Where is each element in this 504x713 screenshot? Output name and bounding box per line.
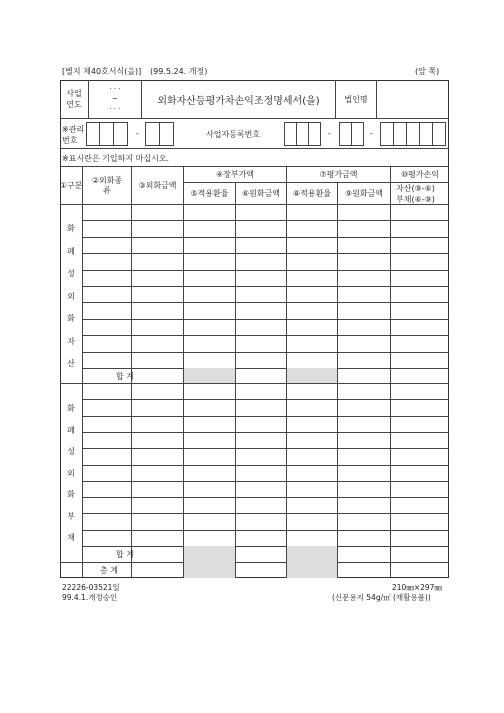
footer-paper: (신문용지 54g/㎡ (재활용품)) — [332, 593, 431, 602]
row-divider — [82, 335, 449, 336]
shaded-cell — [184, 368, 235, 383]
col-book-krw-header: ⑥원화금액 — [241, 189, 281, 198]
col-foreign-amount-header: ③외화금액 — [138, 181, 177, 190]
col-valuation-header: ⑦평가금액 — [319, 170, 358, 179]
row-divider — [82, 319, 449, 320]
biz-reg-box[interactable] — [351, 122, 364, 146]
col-valuation-krw-header: ⑨원화금액 — [344, 189, 384, 198]
row-divider — [82, 465, 449, 466]
assets-category-char: 화 — [67, 224, 75, 233]
biz-reg-box[interactable] — [393, 122, 407, 146]
assets-category-char: 성 — [67, 269, 75, 278]
biz-reg-box[interactable] — [432, 122, 446, 146]
row-divider — [82, 513, 449, 514]
shaded-cell — [287, 546, 337, 562]
footer-code: 22226-03521일 — [62, 583, 120, 592]
col-gain-loss-header: ⑩평가손익 — [400, 170, 440, 179]
row-divider — [82, 432, 449, 433]
col-book-value-header: ④장부가액 — [215, 170, 255, 179]
row-divider — [82, 270, 449, 271]
footer-size: 210㎜×297㎜ — [392, 583, 442, 592]
biz-reg-box[interactable] — [308, 122, 321, 146]
biz-reg-box[interactable] — [406, 122, 420, 146]
liabilities-category-char: 폐 — [67, 425, 75, 435]
row-divider — [82, 399, 449, 400]
liabilities-subtotal-label: 합 계 — [116, 550, 134, 559]
business-year-label: 사업 연도 — [66, 89, 82, 109]
form-title: 외화자산등평가차손익조정명세서(을) — [157, 95, 320, 107]
biz-reg-dash: - — [370, 129, 373, 138]
col-valuation-rate-header: ⑧적용환율 — [292, 189, 332, 198]
liabilities-category-char: 부 — [67, 511, 75, 521]
row-divider — [82, 237, 449, 238]
biz-reg-box[interactable] — [380, 122, 394, 146]
col-book-rate-header: ⑤적용환율 — [190, 189, 229, 198]
mgmt-number-box[interactable] — [159, 122, 174, 146]
shaded-cell — [287, 562, 337, 578]
mgmt-number-dash: - — [136, 129, 139, 138]
liabilities-category-char: 화 — [67, 490, 75, 499]
liabilities-category-char: 채 — [67, 533, 75, 542]
mgmt-number-label: ※관리 번호 — [62, 125, 85, 145]
row-divider — [82, 546, 449, 547]
row-divider — [60, 562, 449, 563]
shaded-cell — [287, 368, 337, 383]
row-divider — [82, 253, 449, 254]
mgmt-number-box[interactable] — [145, 122, 160, 146]
mgmt-number-box[interactable] — [86, 122, 100, 146]
grand-total-label: 총 계 — [100, 566, 118, 575]
row-divider — [82, 530, 449, 531]
row-divider — [82, 368, 449, 369]
assets-category-char: 화 — [67, 314, 75, 323]
shaded-cell — [184, 562, 235, 578]
corp-name-label: 법인명 — [344, 94, 368, 104]
col-category-header: ①구분 — [59, 181, 83, 190]
row-divider — [82, 448, 449, 449]
row-divider — [82, 481, 449, 482]
mgmt-number-box[interactable] — [99, 122, 114, 146]
col-gain-loss-asset: 자산(⑨-⑥) — [396, 184, 435, 193]
form-number: [별지 제40호서식(을)] — [62, 67, 142, 76]
liabilities-category-char: 외 — [67, 468, 75, 478]
row-divider — [60, 383, 449, 384]
assets-category-char: 외 — [67, 291, 75, 301]
assets-subtotal-label: 합 계 — [116, 372, 134, 381]
row-divider — [82, 352, 449, 353]
footer-approval: 99.4.1.개정승인 — [62, 593, 118, 602]
assets-category-char: 산 — [67, 359, 75, 368]
business-year-date[interactable]: · · · ~ · · · — [109, 85, 121, 113]
biz-reg-box[interactable] — [419, 122, 433, 146]
row-divider — [82, 302, 449, 303]
liabilities-category-char: 성 — [67, 447, 75, 456]
page-side: (앞 쪽) — [415, 67, 440, 76]
row-divider — [82, 416, 449, 417]
liabilities-category-char: 화 — [67, 404, 75, 413]
mgmt-number-box[interactable] — [113, 122, 128, 146]
biz-reg-dash: - — [328, 129, 331, 138]
assets-category-char: 자 — [67, 336, 75, 346]
col-gain-loss-liability: 부채(⑥-⑨) — [396, 195, 435, 204]
corp-name-field[interactable] — [377, 82, 447, 116]
biz-reg-number-label: 사업자등록번호 — [206, 130, 261, 139]
row-divider — [82, 220, 449, 221]
form-revision: (99.5.24. 개정) — [150, 67, 208, 76]
assets-category-char: 폐 — [67, 246, 75, 256]
note-text: ※표시란은 기입하지 마십시오. — [62, 154, 170, 163]
shaded-cell — [184, 546, 235, 562]
col-currency-type-header: ②외화종류 — [91, 175, 123, 195]
row-divider — [82, 497, 449, 498]
row-divider — [82, 286, 449, 287]
